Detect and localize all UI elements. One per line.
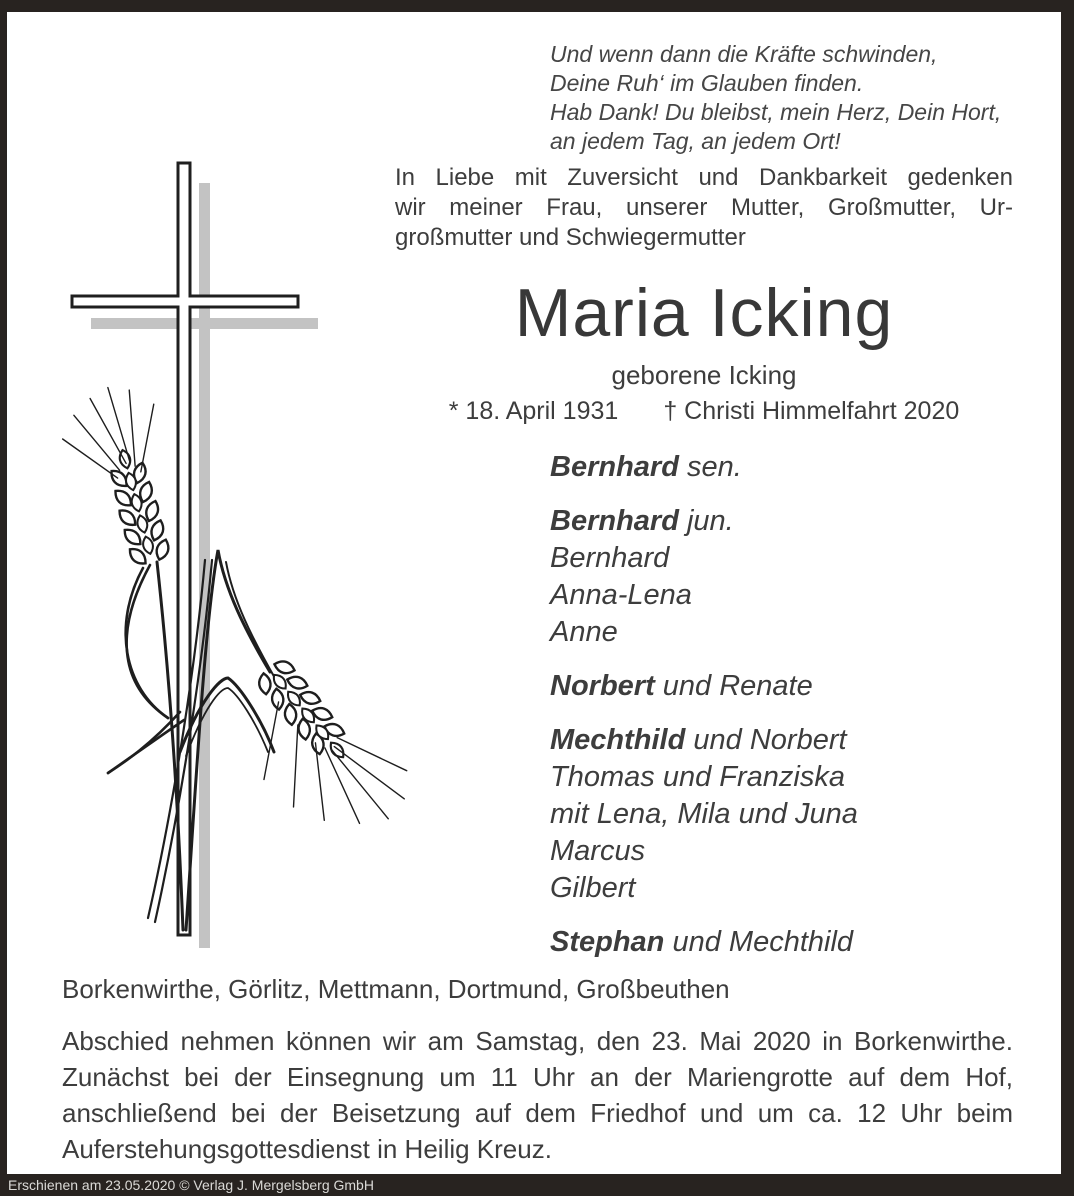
- mourner-group: [550, 668, 858, 705]
- life-dates: [395, 397, 1013, 426]
- intro-line: großmutter und Schwiegermutter: [395, 224, 746, 251]
- mourner-line: Norbert und Renate: [550, 670, 813, 702]
- maiden-name: geborene Icking: [611, 360, 797, 390]
- poem-line: Deine Ruh‘ im Glauben finden.: [550, 70, 864, 96]
- poem-line: an jedem Tag, an jedem Ort!: [550, 128, 841, 154]
- announcement-line: anschließend bei der Beisetzung auf dem Friedhof und um ca. 12 Uhr beim: [62, 1098, 1013, 1128]
- funeral-announcement: [62, 1023, 1013, 1167]
- wheat-icon: [53, 377, 423, 930]
- announcement-line: Zunächst bei der Einsegnung um 11 Uhr an der Mariengrotte auf dem Hof,: [62, 1062, 1013, 1092]
- mourner-line: Bernhard: [550, 542, 670, 574]
- intro-text: [395, 163, 1013, 253]
- death-date: † Christi Himmelfahrt 2020: [663, 397, 960, 425]
- poem: [550, 40, 1001, 156]
- mourner-group: [550, 449, 858, 486]
- intro-line: wir meiner Frau, unserer Mutter, Großmutter, Ur-: [395, 194, 1013, 221]
- mourner-line: mit Lena, Mila und Juna: [550, 798, 858, 830]
- obituary-sheet: [7, 12, 1061, 1174]
- mourner-line: Anna-Lena: [550, 579, 692, 611]
- mourners-list: [550, 449, 858, 978]
- places-line: Borkenwirthe, Görlitz, Mettmann, Dortmund, Großbeuthen: [62, 974, 730, 1004]
- mourner-line: Thomas und Franziska: [550, 761, 845, 793]
- announcement-line: Abschied nehmen können wir am Samstag, den 23. Mai 2020 in Borkenwirthe.: [62, 1026, 1013, 1056]
- mourner-line: Stephan und Mechthild: [550, 926, 854, 958]
- mourner-group: [550, 503, 858, 651]
- mourner-line: Mechthild und Norbert: [550, 724, 847, 756]
- mourner-line: Bernhard jun.: [550, 505, 734, 537]
- cross-and-wheat-illustration: [45, 150, 445, 980]
- poem-line: Hab Dank! Du bleibst, mein Herz, Dein Hort,: [550, 99, 1002, 125]
- announcement-line: Auferstehungsgottesdienst in Heilig Kreuz.: [62, 1134, 552, 1164]
- mourner-line: Marcus: [550, 835, 646, 867]
- publisher-footer-text: Erschienen am 23.05.2020 © Verlag J. Mergelsberg GmbH: [8, 1177, 374, 1193]
- mourner-line: Gilbert: [550, 872, 636, 904]
- cross-icon: [72, 163, 298, 935]
- mourner-group: [550, 924, 858, 961]
- publisher-footer: [0, 1174, 1074, 1196]
- mourner-line: Bernhard sen.: [550, 451, 742, 483]
- poem-line: Und wenn dann die Kräfte schwinden,: [550, 41, 938, 67]
- birth-date: * 18. April 1931: [448, 397, 619, 425]
- mourner-line: Anne: [550, 616, 618, 648]
- mourner-group: [550, 722, 858, 907]
- intro-line: In Liebe mit Zuversicht und Dankbarkeit gedenken: [395, 164, 1013, 191]
- deceased-name: Maria Icking: [514, 275, 894, 351]
